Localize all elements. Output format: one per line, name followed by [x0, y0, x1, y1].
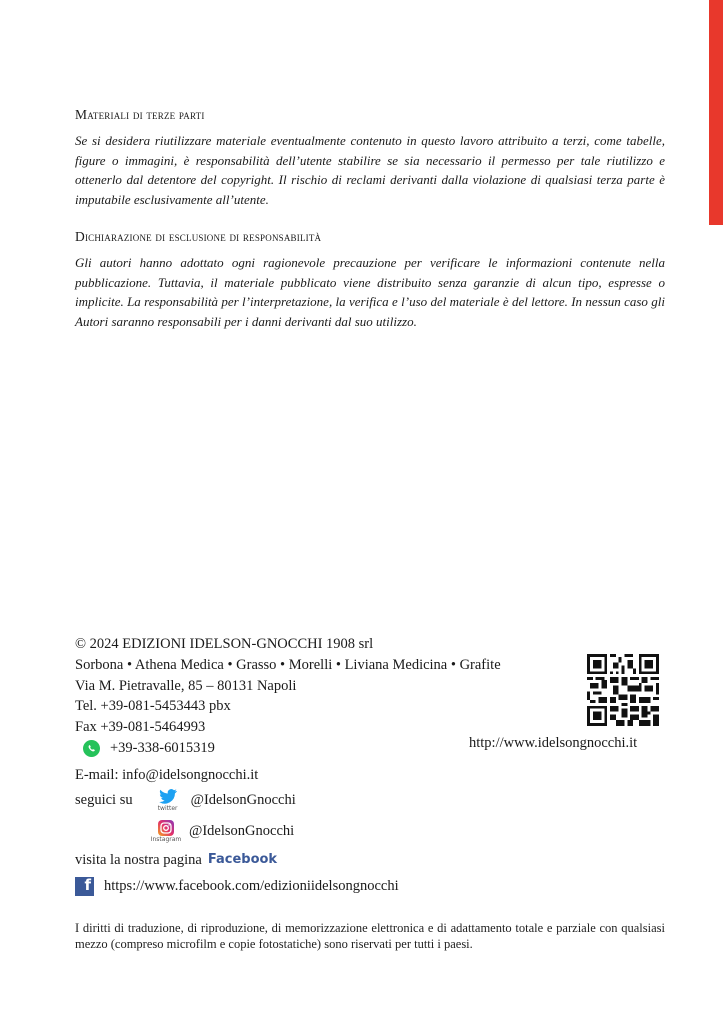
- phone-line: Tel. +39-081-5453443 pbx: [75, 698, 231, 715]
- facebook-page-row: [75, 850, 501, 871]
- email-line[interactable]: E-mail: info@idelsongnocchi.it: [75, 766, 259, 783]
- instagram-icon: [158, 820, 174, 836]
- disclaimer-section: [75, 229, 665, 331]
- facebook-wordmark[interactable]: Facebook: [207, 851, 278, 867]
- qr-code: [587, 654, 659, 726]
- twitter-row: [75, 786, 501, 816]
- rights-notice: I diritti di traduzione, di riproduzione, di memorizzazione elettronica e di adattamento totale e parziale con qualsiasi mezzo (compreso microfilm e copie fotostatiche) sono riservati per tutti i paesi.: [75, 921, 665, 951]
- copyright-line: © 2024 EDIZIONI IDELSON-GNOCCHI 1908 srl: [75, 636, 374, 652]
- whatsapp-line: [75, 738, 501, 759]
- facebook-icon: f: [75, 877, 94, 896]
- whatsapp-number[interactable]: +39-338-6015319: [110, 739, 215, 756]
- disclaimer-text: Gli autori hanno adottato ogni ragionevole precauzione per verificare le informazioni contenute nella pubblicazione. Tuttavia, il materiale pubblicato viene distribuito senza garanzie di alcun tipo, espresse o implicite. La responsabilità per l’interpretazione, la verifica e l’uso del materiale è del lettore. In nessun caso gli Autori saranno responsabili per i danni derivanti dal suo utilizzo.: [75, 255, 665, 329]
- twitter-caption: twitter: [157, 805, 178, 813]
- website-url[interactable]: http://www.idelsongnocchi.it: [469, 735, 638, 751]
- publisher-imprint: [75, 634, 501, 897]
- facebook-url-row: [75, 876, 501, 897]
- third-party-text: Se si desidera riutilizzare materiale eventualmente contenuto in questo lavoro attribuito a terzi, come tabelle, figure o immagini, è responsabilità dell’utente stabilire se sia necessario il permesso per tale riutilizzo e ottenerlo dal detentore del copyright. Il rischio di reclami derivanti dalla violazione di qualsiasi terza parte è imputabile esclusivamente all’utente.: [75, 133, 665, 207]
- instagram-caption: Instagram: [150, 836, 182, 844]
- instagram-badge[interactable]: [151, 820, 181, 843]
- red-edge-tab: [709, 0, 723, 225]
- facebook-url[interactable]: https://www.facebook.com/edizioniidelsongnocchi: [104, 878, 399, 895]
- visit-label: visita la nostra pagina: [75, 851, 202, 868]
- fax-line: Fax +39-081-5464993: [75, 719, 206, 736]
- brands-line: Sorbona • Athena Medica • Grasso • Morelli • Liviana Medicina • Grafite: [75, 656, 501, 673]
- third-party-section: [75, 107, 665, 209]
- instagram-row: [75, 816, 501, 848]
- third-party-heading: Materiali di terze parti: [75, 107, 205, 122]
- twitter-icon: [158, 789, 178, 805]
- follow-label: seguici su: [75, 792, 133, 809]
- twitter-badge[interactable]: [153, 789, 183, 812]
- instagram-handle[interactable]: @IdelsonGnocchi: [189, 823, 295, 840]
- twitter-handle[interactable]: @IdelsonGnocchi: [190, 792, 296, 809]
- whatsapp-icon: [83, 740, 100, 757]
- disclaimer-heading: Dichiarazione di esclusione di responsabilità: [75, 229, 322, 244]
- address-line: Via M. Pietravalle, 85 – 80131 Napoli: [75, 677, 297, 694]
